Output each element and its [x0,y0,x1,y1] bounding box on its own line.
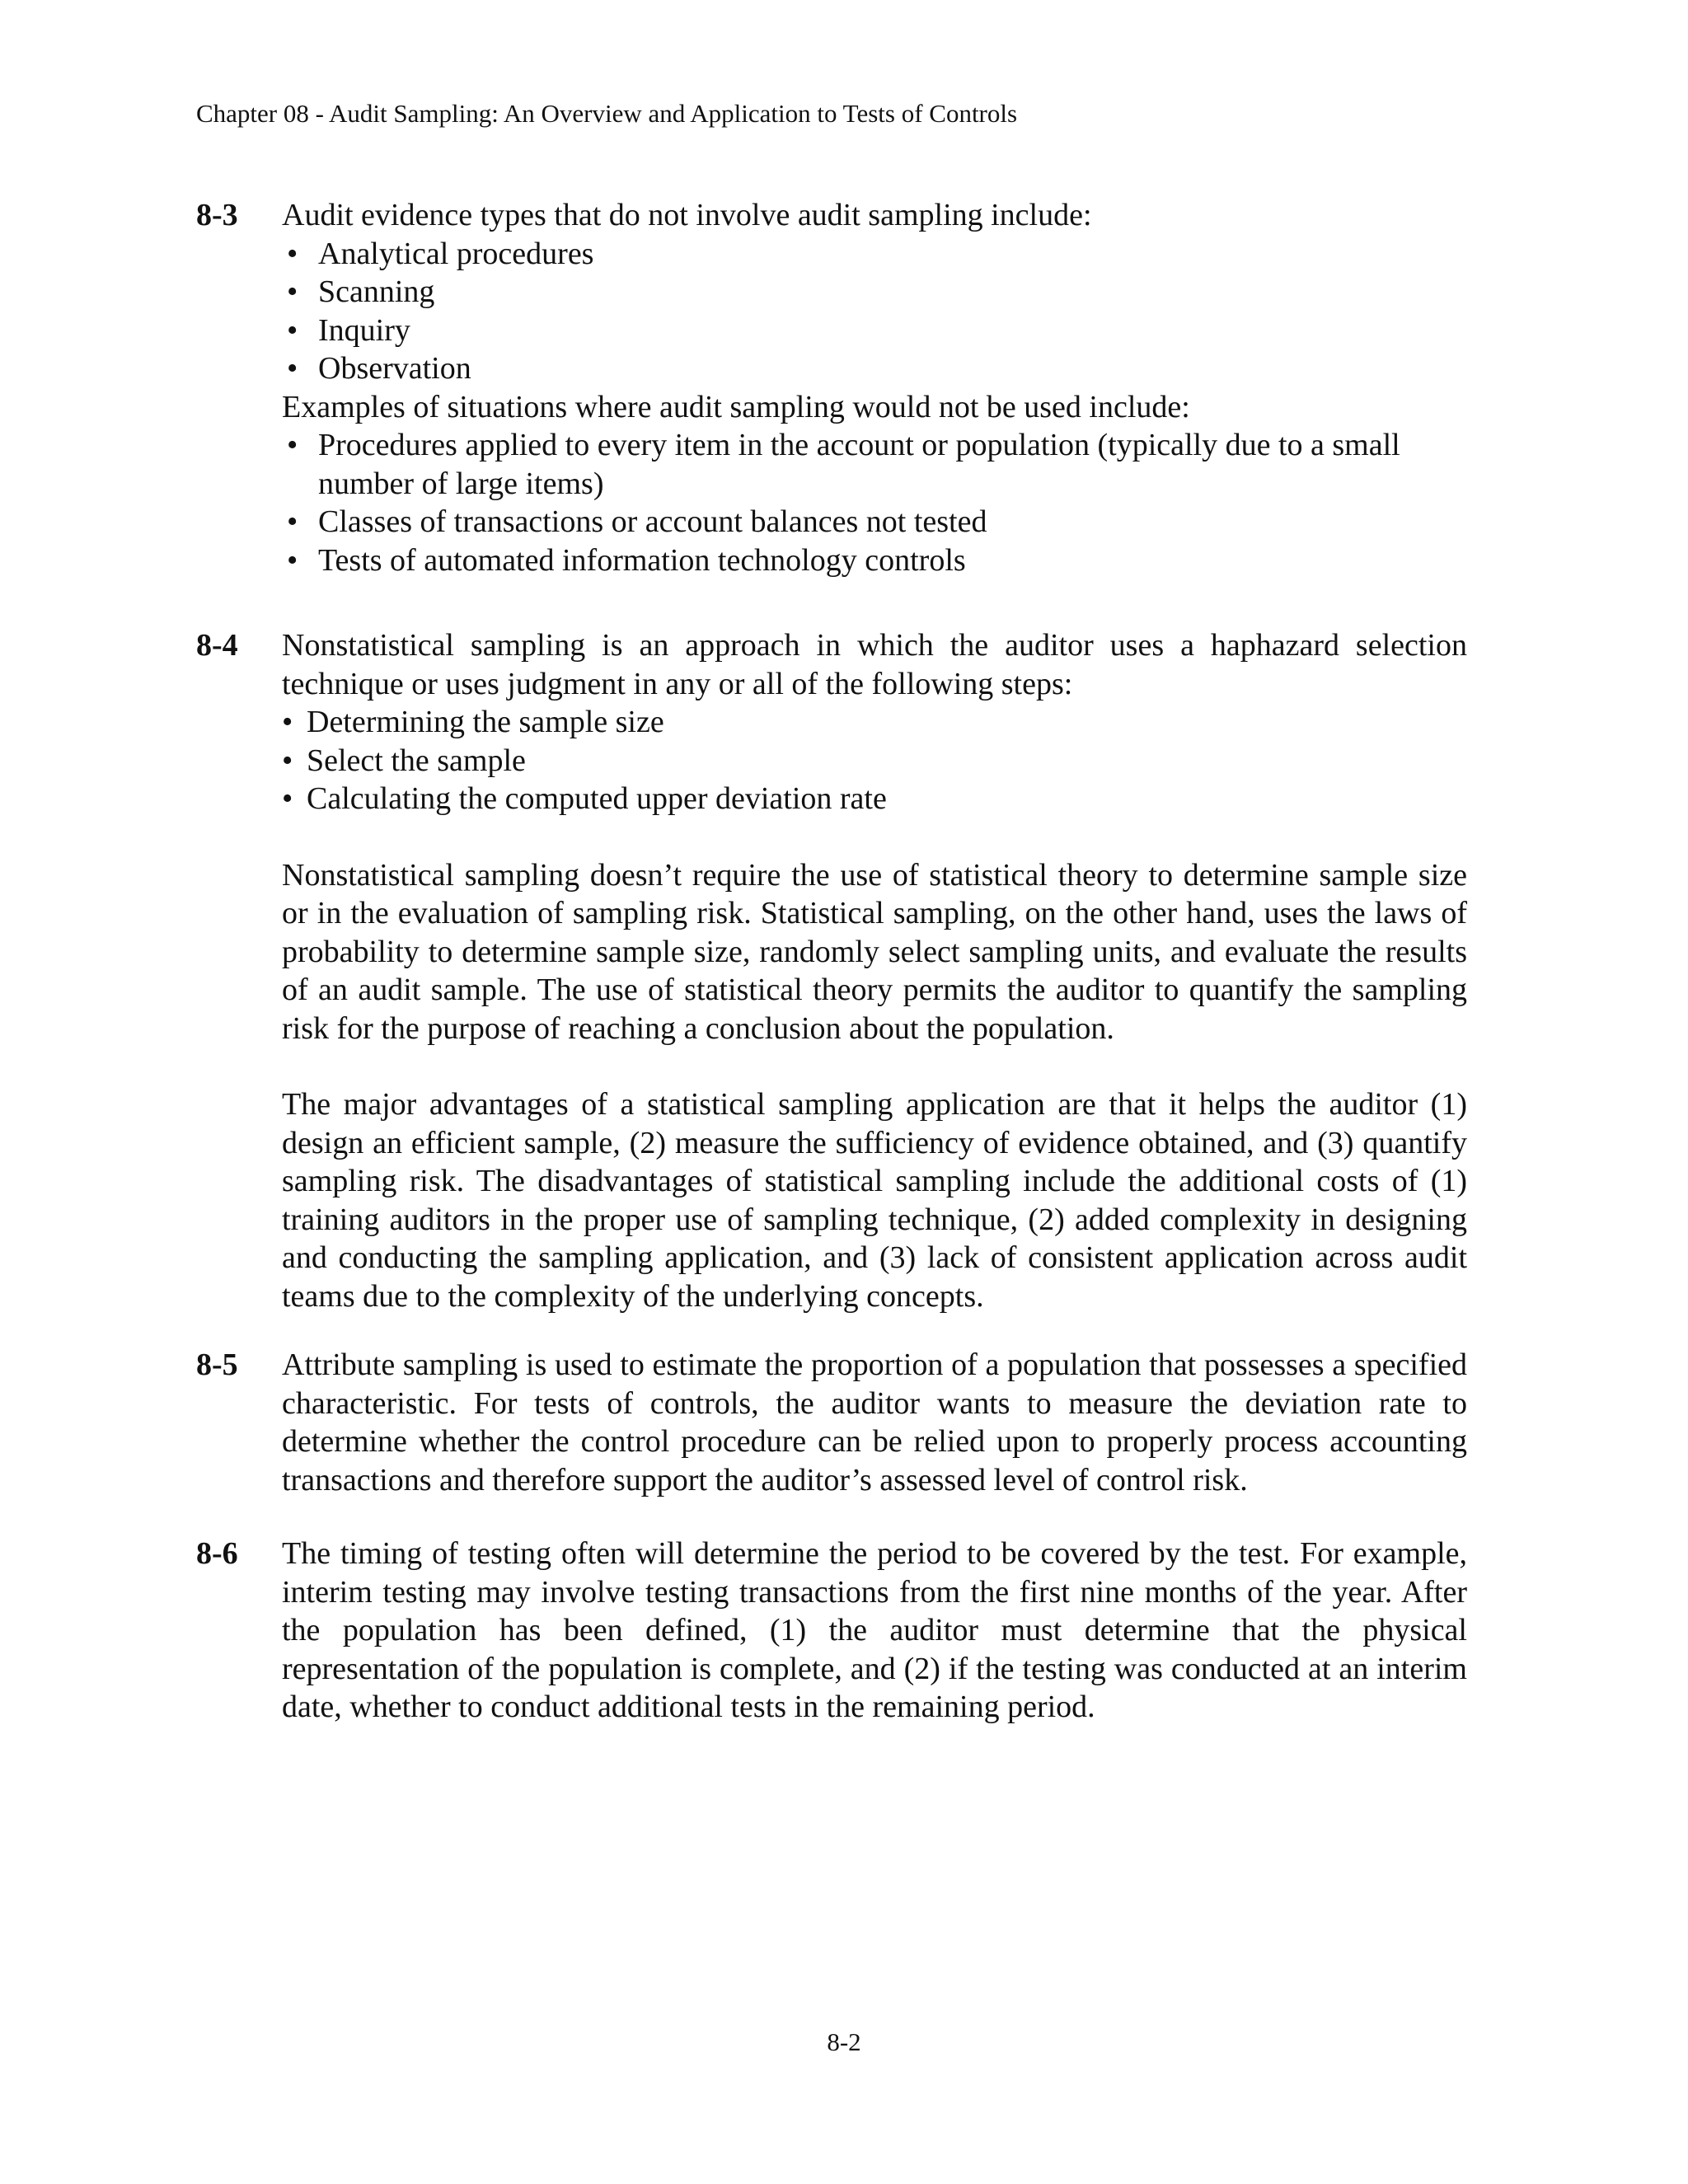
bullet-icon: • [282,743,293,778]
question-body [282,1535,1467,1727]
bullet-icon: • [287,312,298,348]
question-body [282,1346,1467,1499]
bullet-icon: • [287,428,298,462]
steps-list [282,703,1467,818]
paragraph: The major advantages of a statistical sampling application are that it helps the auditor (1) design an efficient sample, (2) measure the sufficiency of evidence obtained, and (3) quantify sampling risk. The disadvantages of statistical sampling include the additional costs of (1) training auditors in the proper use of sampling technique, (2) added complexity in designing and conducting the sampling application, and (3) lack of consistent application across audit teams due to the complexity of the underlying concepts. [282,1087,1467,1314]
list-item: • Procedures applied to every item in the account or population (typically due to a small number of large items) [287,428,1400,501]
bullet-icon: • [287,542,298,578]
question-intro: Audit evidence types that do not involve audit sampling include: [282,198,1092,232]
list-item: • Analytical procedures [282,235,1467,274]
question-number: 8-5 [196,1347,238,1382]
list-item: • Classes of transactions or account balances not tested [282,503,1467,541]
list-item: • Scanning [282,273,1467,312]
list-item: • Inquiry [282,312,1467,350]
question-number: 8-3 [196,198,238,232]
examples-intro: Examples of situations where audit sampling would not be used include: [282,389,1190,424]
question-body [282,626,1467,1315]
bullet-icon: • [287,351,298,386]
page-number: 8-2 [827,2027,861,2056]
bullet-icon: • [282,705,293,739]
list-item: • Tests of automated information technology controls [282,541,1467,580]
list-item: • Observation [282,349,1467,388]
question-body [282,196,1467,579]
evidence-types-list [282,235,1467,388]
paragraph: Attribute sampling is used to estimate the proportion of a population that possesses a specified characteristic. For tests of controls, the auditor wants to measure the deviation rate to determine whether the control procedure can be relied upon to properly process accounting transactions and therefore support the auditor’s assessed level of control risk. [282,1347,1467,1497]
paragraph: Nonstatistical sampling doesn’t require the use of statistical theory to determine sample size or in the evaluation of sampling risk. Statistical sampling, on the other hand, uses the laws of probability to determine sample size, randomly select sampling units, and evaluate the results of an audit sample. The use of statistical theory permits the auditor to quantify the sampling risk for the purpose of reaching a conclusion about the population. [282,857,1467,1046]
bullet-icon: • [287,504,298,539]
question-number: 8-4 [196,628,238,663]
bullet-icon: • [287,274,298,309]
bullet-icon: • [282,781,293,816]
bullet-icon: • [287,236,298,271]
examples-list [282,426,1467,579]
paragraph: The timing of testing often will determine the period to be covered by the test. For example, interim testing may involve testing transactions from the first nine months of the year. After the population has been defined, (1) the auditor must determine that the physical representation of the population is complete, and (2) if the testing was conducted at an interim date, whether to conduct additional tests in the remaining period. [282,1536,1467,1724]
list-item: • Determining the sample size [282,703,1467,742]
chapter-header: Chapter 08 - Audit Sampling: An Overview and Application to Tests of Controls [196,99,1018,128]
question-intro: Nonstatistical sampling is an approach in which the auditor uses a haphazard selection technique or uses judgment in any or all of the following steps: [282,628,1467,701]
list-item: • Calculating the computed upper deviation rate [282,780,1467,818]
question-number: 8-6 [196,1536,238,1571]
list-item: • Select the sample [282,742,1467,780]
